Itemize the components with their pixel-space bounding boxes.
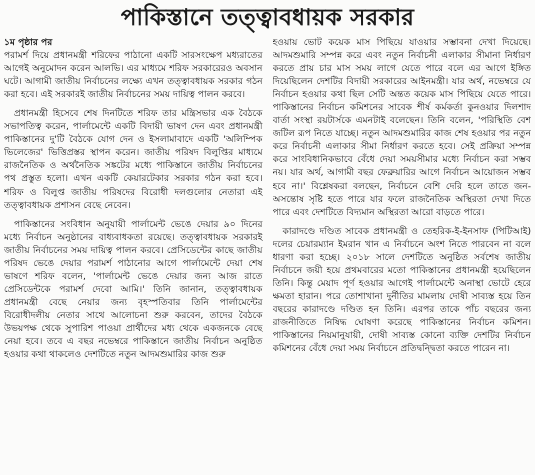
headline: পাকিস্তানে তত্ত্বাবধায়ক সরকার (120, 5, 415, 31)
article-column-right (273, 37, 532, 473)
paragraph: হওয়ায় ভোট কয়েক মাস পিছিয়ে যাওয়ার সম্ভাবনা দেখা দিয়েছে। আদমশুমারি সম্পন্ন করে এবং নতুন নির্বাচনী এলাকার সীমানা নির্ধারণ করতে প্রায় চার মাস সময় লাগে যেতে পারে বলে এর আগে ইঙ্গিত দিয়েছিলেন দেশটির বিদায়ী সরকারের আইনমন্ত্রী। যার অর্থ, নভেম্বরে যে নির্বাচন হওয়ার কথা ছিল সেটি অন্তত কয়েক মাস পিছিয়ে যেতে পারে। পাকিস্তানের নির্বাচন কমিশনের সাবেক শীর্ষ কর্মকর্তা কুনওয়ার দিলশাদ বার্তা সংস্থা রয়টার্সকে এমনটাই বলেছেন। তিনি বলেন, 'পরিস্থিতি বেশ জটিল রূপ নিতে যাচ্ছে। নতুন আদমশুমারির কাজ শেষ হওয়ার পর নতুন করে নির্বাচনী এলাকার সীমা নির্ধারণ করতে হবে। সেই প্রক্রিয়া সম্পন্ন করে সাংবিধানিকভাবে বেঁধে দেয়া সময়সীমার মধ্যে নির্বাচন করা সম্ভব নয়। যার অর্থ, আগামী বছর ফেব্রুয়ারির আগে নির্বাচন আয়োজন সম্ভব হবে না।' বিশ্লেষকরা বলছেন, নির্বাচনে বেশি দেরি হলে তাতে জন-অসন্তোষ সৃষ্টি হতে পারে যার ফলে রাজনৈতিক অস্থিরতা দেখা দিতে পারে এবং দেশটিতে বিদ্যমান অস্থিরতা আরো বাড়তে পারে। (272, 38, 531, 218)
paragraph: প্রধানমন্ত্রী হিসেবে শেষ দিনটিতে শরিফ তার মন্ত্রিসভার এক বৈঠকে সভাপতিত্ব করেন, পার্লামেন্টে একটি বিদায়ী ভাষণ দেন এবং প্রধানমন্ত্রী পাকিস্তানের দু'টি বৈঠকে যোগ দেন ও ইসলামাবাদে একটি 'অলিম্পিক ভিলেজের' ভিত্তিপ্রস্তর স্থাপন করেন। জাতীয় পরিষদ বিলুপ্তির মাধ্যমে রাজনৈতিক ও অর্থনৈতিক সঙ্কটের মধ্যে পাকিস্তানে জাতীয় নির্বাচনের পথ প্রস্তুত হলো। এখন একটি কেয়ারটেকার সরকার গঠন করা হবে। শরিফ ও বিলুপ্ত জাতীয় পরিষদের বিরোধী দলগুলোর নেতারা এই তত্ত্বাবধায়ক প্রশাসন বেছে নেবেন। (4, 109, 263, 211)
paragraph (4, 37, 263, 102)
paragraph: পাকিস্তানের সংবিধান অনুযায়ী পার্লামেন্ট ভেঙে দেয়ার ৯০ দিনের মধ্যে নির্বাচন অনুষ্ঠানের বাধ্যবাধকতা রয়েছে। তত্ত্বাবধায়ক সরকারই জাতীয় নির্বাচনের সময় দায়িত্ব পালন করবে। প্রেসিডেন্টের কাছে জাতীয় পরিষদ ভেঙে দেয়ার পরামর্শ পাঠানোর আগে পার্লামেন্টে দেয়া শেষ ভাষণে শরিফ বলেন, 'পার্লামেন্ট ভেঙে দেয়ার জন্য আজ রাতে প্রেসিডেন্টকে পরামর্শ দেবো আমি।' তিনি জানান, তত্ত্বাবধায়ক প্রধানমন্ত্রী বেছে নেয়ার জন্য বৃহস্পতিবার তিনি পার্লামেন্টের বিরোধীদলীয় নেতার সাথে আলোচনা শুরু করবেন, তাদের বৈঠকে উভয়পক্ষ থেকে সুপারিশ পাওয়া প্রার্থীদের মধ্য থেকে একজনকে বেছে নেয়া হবে। তবে এ বছর নভেম্বরে পাকিস্তানে জাতীয় নির্বাচন অনুষ্ঠিত হওয়ার কথা থাকলেও দেশটিতে নতুন আদমশুমারির কাজ শুরু (4, 219, 263, 361)
article-column-left (4, 37, 263, 473)
paragraph: কারাদণ্ডে দণ্ডিত সাবেক প্রধানমন্ত্রী ও তেহরিক-ই-ইনসাফ (পিটিআই) দলের চেয়ারম্যান ইমরান খান এ নির্বাচনে অংশ নিতে পারবেন না বলে ধারণা করা হচ্ছে। ২০১৮ সালে দেশটিতে অনুষ্ঠিত সর্বশেষ জাতীয় নির্বাচনে জয়ী হয়ে প্রথমবারের মতো পাকিস্তানের প্রধানমন্ত্রী হয়েছিলেন তিনি। কিন্তু মেয়াদ পূর্ণ হওয়ার আগেই পার্লামেন্টে অনাস্থা ভোটে হেরে ক্ষমতা হারান। পরে তোশাখানা দুর্নীতির মামলায় দোষী সাব্যস্ত হয়ে তিন বছরের কারাদণ্ডে দণ্ডিত হন তিনি। এরপর তাকে পাঁচ বছরের জন্য রাজনীতিতে নিষিদ্ধ ঘোষণা করেছে পাকিস্তানের নির্বাচন কমিশন। পাকিস্তানের নিয়মানুযায়ী, দোষী সাব্যস্ত কোনো ব্যক্তি দেশটির নির্বাচন কমিশনের বেঁধে দেয়া সময় নির্বাচনে প্রতিদ্বন্দ্বিতা করতে পারেন না। (272, 226, 531, 355)
continued-from-label: ১ম পৃষ্ঠার পর (4, 38, 53, 48)
article-body (4, 37, 531, 473)
paragraph-text: পরামর্শ দিয়ে প্রধানমন্ত্রী শরিফের পাঠানো একটি সারসংক্ষেপ মধ্যরাতের আগেই অনুমোদন করেন আলভি। এর মাধ্যমে শরিফ সরকারেরও অবসান ঘটে। আগামী জাতীয় নির্বাচনের লক্ষ্যে এখন তত্ত্বাবধায়ক সরকার গঠন করা হবে। এই সরকারই জাতীয় নির্বাচনের সময় দায়িত্ব পালন করবে। (4, 51, 263, 101)
